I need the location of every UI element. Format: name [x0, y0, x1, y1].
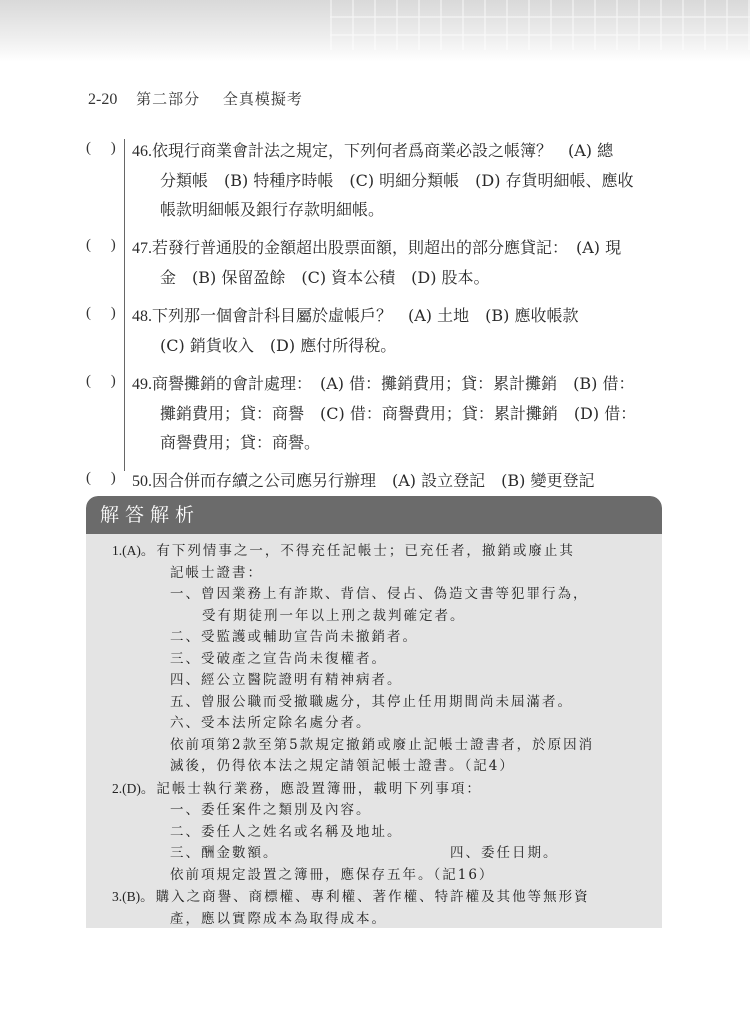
question-line: 攤銷費用；貸：商譽 (C) 借：商譽費用；貸：累計攤銷 (D) 借：	[160, 404, 637, 423]
question-text	[132, 233, 666, 292]
question-number: 48.	[132, 308, 152, 325]
answer-key: 3.(B)	[112, 889, 141, 904]
answer-item: 二、委任人之姓名或名稱及地址。	[170, 823, 403, 840]
page-header	[88, 88, 303, 109]
question-line: 若發行普通股的金額超出股票面額，則超出的部分應貸記： (A) 現	[152, 238, 622, 257]
section-title: 全真模擬考	[222, 90, 303, 108]
answer-item: 一、曾因業務上有詐欺、背信、侵占、偽造文書等犯罪行為，	[170, 586, 589, 602]
answer-text: 。購入之商譽、商標權、專利權、著作權、特許權及其他等無形資	[140, 889, 590, 905]
question-number: 46.	[132, 143, 152, 160]
part-label: 第二部分	[136, 90, 201, 108]
answer-item: 四、委任日期。	[450, 845, 559, 861]
answer-key: 1.(A)	[112, 543, 141, 558]
decorative-grid-pattern	[330, 0, 750, 50]
question-49	[86, 369, 666, 457]
question-text	[132, 301, 666, 360]
answer-2-header	[112, 778, 652, 801]
question-text	[132, 369, 666, 457]
question-line: 商譽攤銷的會計處理： (A) 借：攤銷費用；貸：累計攤銷 (B) 借：	[152, 374, 635, 393]
answer-note: 依前項第2款至第5款規定撤銷或廢止記帳士證書者，於原因消	[170, 736, 595, 753]
answer-item: 五、曾服公職而受撤職處分，其停止任用期間尚未屆滿者。	[170, 693, 573, 710]
question-number: 47.	[132, 240, 152, 257]
answer-item: 三、受破產之宣告尚未復權者。	[170, 650, 387, 667]
answer-note: 依前項規定設置之簿冊，應保存五年。（記16）	[170, 866, 495, 883]
answer-blank: ( )	[86, 237, 124, 253]
answer-blank: ( )	[86, 305, 124, 321]
answer-text: 。記帳士執行業務，應設置簿冊，載明下列事項：	[140, 780, 482, 797]
top-decorative-band	[0, 0, 750, 62]
answer-note: 滅後，仍得依本法之規定請領記帳士證書。（記4）	[170, 758, 515, 774]
answer-item-row	[112, 843, 652, 865]
answer-1-header	[112, 540, 652, 563]
answer-blank: ( )	[86, 140, 124, 156]
answer-list	[86, 534, 662, 928]
answer-item: 三、酬金數額。	[170, 845, 279, 861]
question-47	[86, 233, 666, 292]
question-line: 金 (B) 保留盈餘 (C) 資本公積 (D) 股本。	[160, 268, 490, 287]
answer-explanation-panel	[86, 496, 662, 928]
answer-blank: ( )	[86, 373, 124, 389]
page-number: 2-20	[88, 91, 118, 108]
answer-item: 受有期徒刑一年以上刑之裁判確定者。	[202, 607, 466, 624]
answer-item: 二、受監護或輔助宣告尚未撤銷者。	[170, 629, 418, 645]
answer-key: 2.(D)	[112, 780, 141, 796]
answer-item: 四、經公立醫院證明有精神病者。	[170, 672, 403, 688]
question-line: 商譽費用；貸：商譽。	[160, 433, 321, 452]
question-list	[86, 136, 666, 534]
question-line: 分類帳 (B) 特種序時帳 (C) 明細分類帳 (D) 存貨明細帳、應收	[160, 171, 634, 190]
answer-text: 產，應以實際成本為取得成本。	[170, 910, 387, 927]
question-line: (C) 銷貨收入 (D) 應付所得稅。	[160, 336, 397, 355]
question-line: 下列那一個會計科目屬於虛帳戶？ (A) 土地 (B) 應收帳款	[152, 306, 579, 325]
question-number: 50.	[132, 473, 152, 490]
question-line: 因合併而存續之公司應另行辦理 (A) 設立登記 (B) 變更登記	[152, 471, 595, 490]
answer-panel-title: 解答解析	[86, 496, 662, 534]
question-number: 49.	[132, 376, 152, 393]
answer-item: 六、受本法所定除名處分者。	[170, 715, 372, 731]
answer-item: 一、委任案件之類別及內容。	[170, 802, 372, 818]
question-text	[132, 136, 666, 224]
answer-3-header	[112, 886, 652, 909]
question-line: 依現行商業會計法之規定，下列何者爲商業必設之帳簿？ (A) 總	[152, 141, 614, 160]
answer-text: 記帳士證書：	[170, 564, 263, 581]
question-46	[86, 136, 666, 224]
question-48	[86, 301, 666, 360]
answer-blank: ( )	[86, 470, 124, 486]
answer-text: 。有下列情事之一，不得充任記帳士；已充任者，撤銷或廢止其	[140, 543, 575, 559]
question-line: 帳款明細帳及銀行存款明細帳。	[160, 200, 385, 219]
